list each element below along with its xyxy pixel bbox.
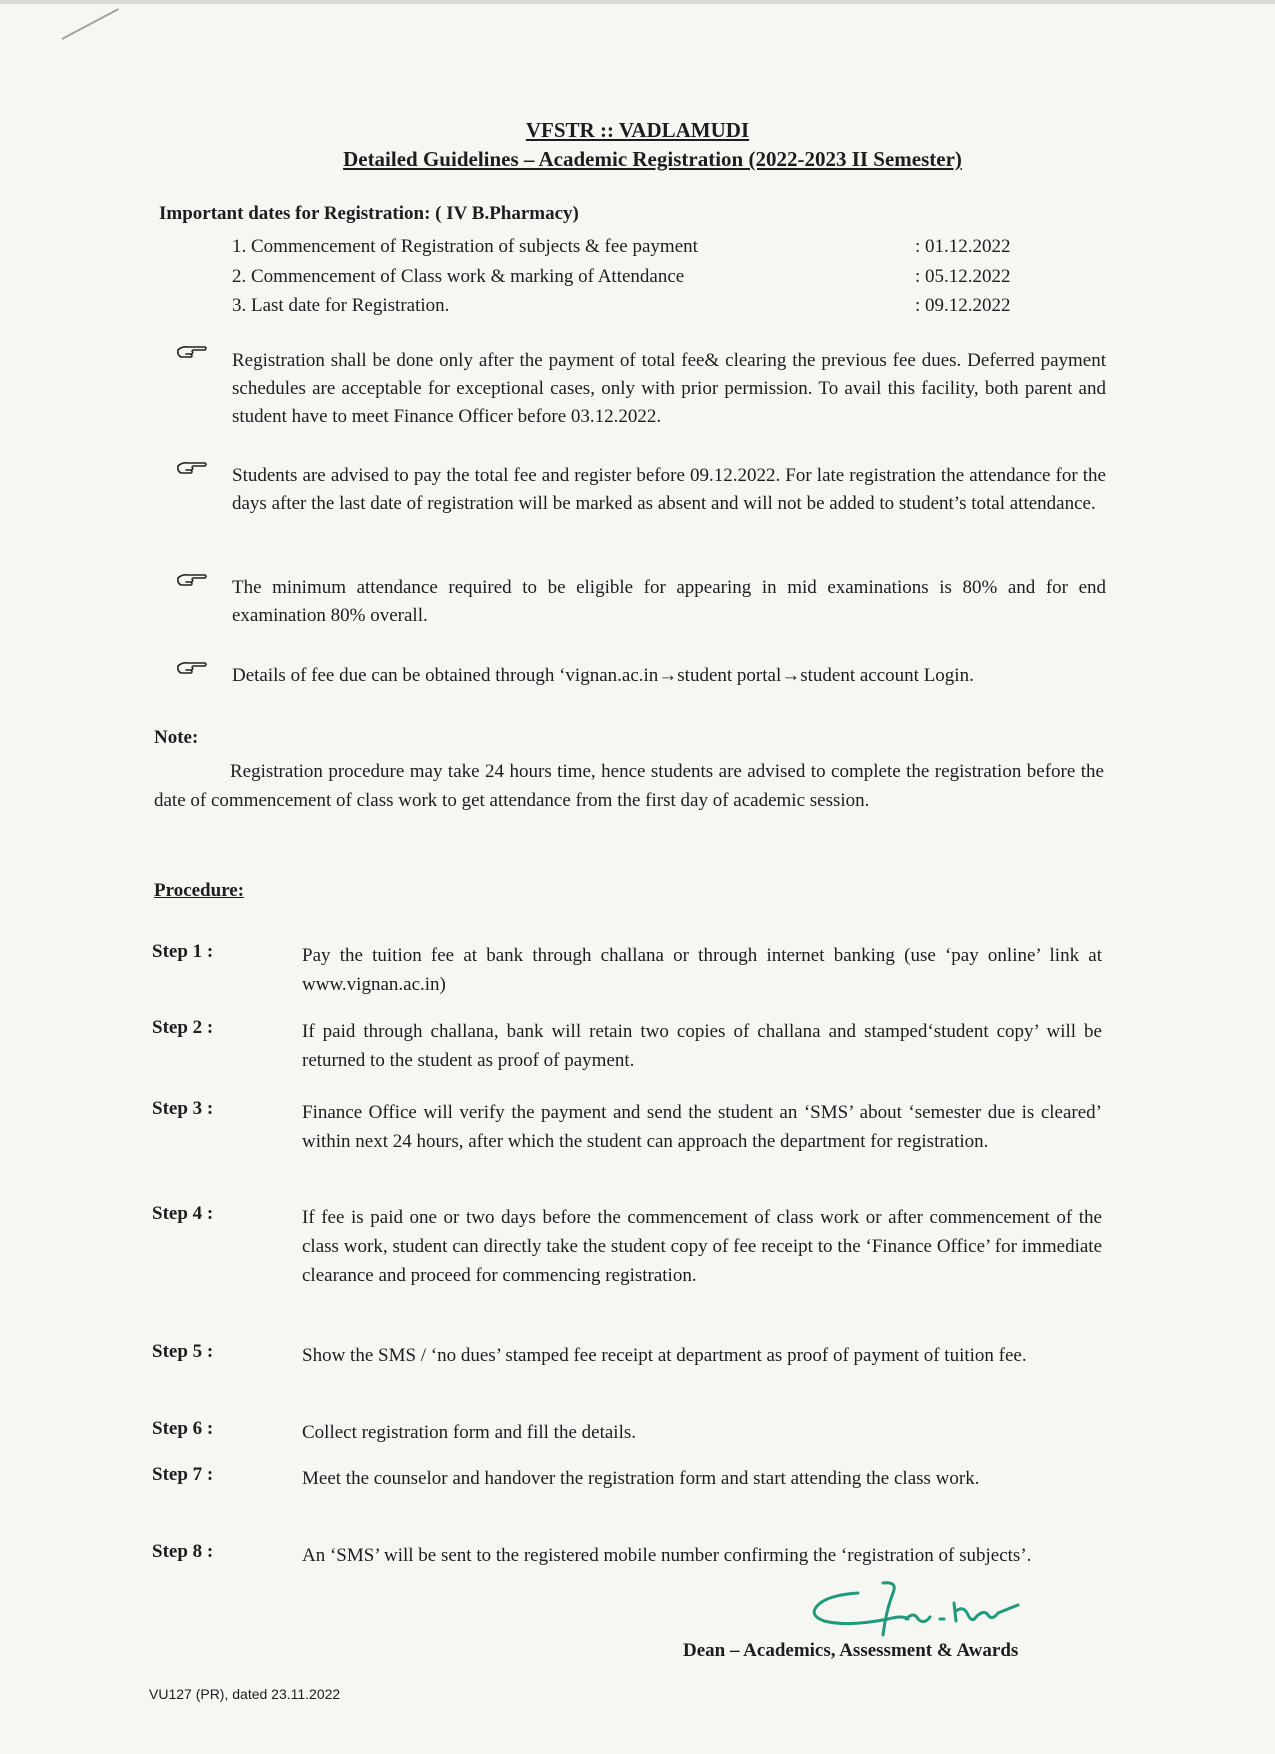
step-label: Step 4 : xyxy=(152,1203,214,1224)
step-text: Pay the tuition fee at bank through challana or through internet banking (use ‘pay online’ link at www.vignan.ac.in) xyxy=(302,945,1102,995)
page-top-edge xyxy=(0,0,1275,4)
pointing-hand-icon xyxy=(176,344,208,360)
procedure-heading: Procedure: xyxy=(154,880,245,901)
date-label: 3. Last date for Registration. xyxy=(232,295,450,316)
date-value: : 05.12.2022 xyxy=(915,266,1011,287)
date-label: 1. Commencement of Registration of subjects & fee payment xyxy=(232,236,698,257)
step-text: If paid through challana, bank will retain two copies of challana and stamped‘student copy’ will be returned to the student as proof of payment. xyxy=(302,1021,1102,1071)
signatory-name: Dean – Academics, Assessment & Awards xyxy=(683,1640,1019,1661)
institution-heading: VFSTR :: VADLAMUDI xyxy=(525,118,750,142)
pointing-hand-icon xyxy=(176,460,208,476)
step-label: Step 1 : xyxy=(152,941,214,962)
step-text: An ‘SMS’ will be sent to the registered mobile number confirming the ‘registration of subjects’. xyxy=(302,1545,1032,1566)
step-text: Finance Office will verify the payment and send the student an ‘SMS’ about ‘semester due is cleared’ within next 24 hours, after which the student can approach the department for registration. xyxy=(302,1102,1102,1152)
signature-mark xyxy=(788,1575,1078,1645)
step-label: Step 7 : xyxy=(152,1464,214,1485)
step-label: Step 5 : xyxy=(152,1341,214,1362)
date-label: 2. Commencement of Class work & marking of Attendance xyxy=(232,266,685,287)
step-text: Meet the counselor and handover the registration form and start attending the class work. xyxy=(302,1468,980,1489)
pen-mark xyxy=(62,8,119,40)
document-title: Detailed Guidelines – Academic Registration (2022-2023 II Semester) xyxy=(343,147,962,171)
important-dates-heading: Important dates for Registration: ( IV B.Pharmacy) xyxy=(159,203,579,224)
pointing-hand-icon xyxy=(176,660,208,676)
step-text: If fee is paid one or two days before the commencement of class work or after commencement of the class work, student can directly take the student copy of fee receipt to the ‘Finance Office’ for immediate clearance and proceed for commencing registration. xyxy=(302,1207,1102,1286)
document-reference: VU127 (PR), dated 23.11.2022 xyxy=(149,1686,341,1702)
step-label: Step 3 : xyxy=(152,1098,214,1119)
bullet-text: The minimum attendance required to be eligible for appearing in mid examinations is 80% and for end examination 80% overall. xyxy=(232,577,1106,626)
step-text: Show the SMS / ‘no dues’ stamped fee receipt at department as proof of payment of tuition fee. xyxy=(302,1345,1027,1366)
pointing-hand-icon xyxy=(176,572,208,588)
step-text: Collect registration form and fill the details. xyxy=(302,1422,636,1443)
step-label: Step 6 : xyxy=(152,1418,214,1439)
step-label: Step 2 : xyxy=(152,1017,214,1038)
bullet-text: Details of fee due can be obtained through ‘vignan.ac.in→student portal→student account Login. xyxy=(232,665,974,686)
step-label: Step 8 : xyxy=(152,1541,214,1562)
bullet-text: Registration shall be done only after the payment of total fee& clearing the previous fee dues. Deferred payment schedules are acceptable for exceptional cases, only with prior permission. To avail this facility, both parent and student have to meet Finance Officer before 03.12.2022. xyxy=(232,350,1106,427)
bullet-text: Students are advised to pay the total fee and register before 09.12.2022. For late registration the attendance for the days after the last date of registration will be marked as absent and will not be added to student’s total attendance. xyxy=(232,465,1106,514)
note-label: Note: xyxy=(154,727,199,748)
note-text: Registration procedure may take 24 hours time, hence students are advised to complete the registration before the date of commencement of class work to get attendance from the first day of academic session. xyxy=(154,761,1104,811)
date-value: : 09.12.2022 xyxy=(915,295,1011,316)
date-value: : 01.12.2022 xyxy=(915,236,1011,257)
